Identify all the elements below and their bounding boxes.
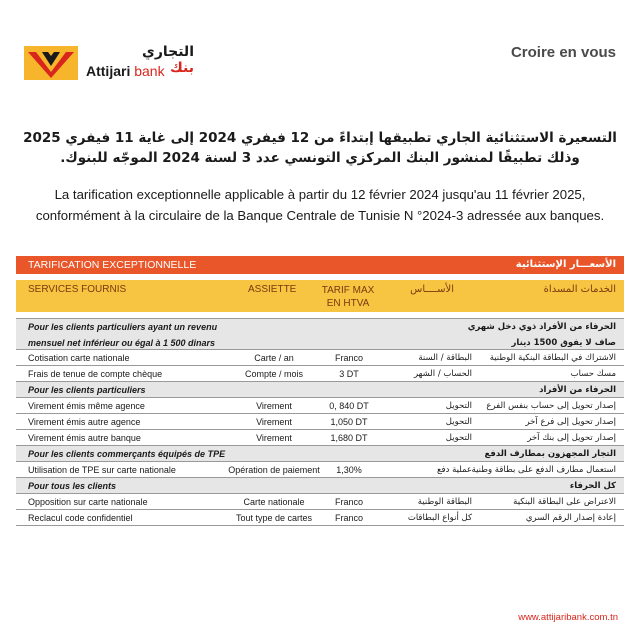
row-asas: عملية دفع [437, 465, 472, 475]
table-title-bar [16, 256, 624, 274]
row-service: Opposition sur carte nationale [28, 497, 148, 507]
row-khidma: الاعتراض على البطاقة البنكية [513, 497, 616, 507]
row-assiette: Virement [256, 433, 292, 443]
group-label-french: Pour les clients particuliers ayant un revenu mensuel net inférieur ou égal à 1 500 dinars [28, 322, 218, 348]
row-khidma: إعادة إصدار الرقم السري [525, 513, 616, 523]
group-header-all-clients [16, 478, 624, 494]
table-row [16, 430, 624, 446]
row-tarif: 1,30% [336, 465, 362, 475]
row-assiette: Carte / an [254, 353, 294, 363]
attijari-chevron-logo-icon [24, 46, 78, 80]
intro-french [20, 184, 620, 226]
group-label-french: Pour les clients particuliers [28, 385, 146, 395]
column-header-tarif: TARIF MAX EN HTVA [321, 285, 375, 309]
row-service: Frais de tenue de compte chèque [28, 369, 163, 379]
group-label-arabic: الحرفاء من الأفراد [539, 385, 616, 395]
tariff-table [16, 256, 624, 526]
group-label-arabic: التجار المجهزون بمطارف الدفع [484, 449, 616, 459]
table-title-arabic: الأسعـــار الإستثنائية [515, 259, 616, 270]
group-header-low-income [16, 318, 624, 350]
website-link[interactable]: www.attijaribank.com.tn [518, 612, 618, 623]
intro-french-line-1: La tarification exceptionnelle applicable à partir du 12 février 2024 jusqu'au 11 février 2025, [54, 187, 586, 202]
row-tarif: Franco [334, 353, 363, 363]
brand-logo [24, 44, 194, 84]
row-assiette: Carte nationale [243, 497, 305, 507]
row-tarif: Franco [334, 497, 363, 507]
group-label-french: Pour tous les clients [28, 481, 117, 491]
table-row [16, 510, 624, 526]
row-asas: الحساب / الشهر [413, 369, 472, 379]
row-service: Virement émis même agence [28, 401, 145, 411]
table-column-headers [16, 280, 624, 312]
row-service: Virement émis autre banque [28, 433, 141, 443]
table-row [16, 398, 624, 414]
row-tarif: 1,050 DT [330, 417, 368, 427]
table-row [16, 462, 624, 478]
row-tarif: 1,680 DT [330, 433, 368, 443]
row-khidma: مسك حساب [570, 369, 616, 379]
row-assiette: Virement [256, 401, 292, 411]
row-tarif: 0, 840 DT [329, 401, 369, 411]
row-assiette: Virement [256, 417, 292, 427]
row-asas: التحويل [445, 417, 472, 427]
row-asas: البطاقة / السنة [418, 353, 472, 363]
column-header-services: SERVICES FOURNIS [28, 284, 127, 295]
table-title-french: TARIFICATION EXCEPTIONNELLE [28, 259, 197, 271]
table-row [16, 366, 624, 382]
intro-arabic [20, 128, 620, 168]
intro-arabic-line-1: التسعيرة الاستثنائية الجاري تطبيقها إبتداءً من 12 فيفري 2024 إلى غاية 11 فيفري 2025 [23, 130, 617, 146]
row-asas: كل أنواع البطاقات [407, 513, 472, 523]
group-label-arabic: الحرفاء من الأفراد ذوي دخل شهري صاف لا يفوق 1500 دينار [467, 322, 616, 348]
row-service: Cotisation carte nationale [28, 353, 130, 363]
row-asas: التحويل [445, 433, 472, 443]
row-asas: التحويل [445, 401, 472, 411]
group-label-arabic: كل الحرفاء [569, 481, 616, 491]
brand-name-arabic: التجاري بنك [141, 44, 194, 76]
row-asas: البطاقة الوطنية [417, 497, 472, 507]
table-row [16, 350, 624, 366]
brand-name-latin: Attijari bank [86, 63, 165, 79]
table-row [16, 414, 624, 430]
row-service: Utilisation de TPE sur carte nationale [28, 465, 176, 475]
row-assiette: Compte / mois [244, 369, 304, 379]
column-header-asas: الأســــاس [410, 284, 454, 295]
row-assiette: Tout type de cartes [235, 513, 313, 523]
group-label-french: Pour les clients commerçants équipés de TPE [28, 449, 226, 459]
column-header-assiette: ASSIETTE [248, 284, 297, 295]
table-row [16, 494, 624, 510]
row-khidma: استعمال مطارف الدفع على بطاقة وطنية [471, 465, 616, 475]
group-header-individuals [16, 382, 624, 398]
intro-french-line-2: conformément à la circulaire de la Banque Centrale de Tunisie N °2024-3 adressée aux banques. [35, 208, 605, 223]
row-tarif: Franco [334, 513, 363, 523]
group-header-merchants [16, 446, 624, 462]
row-service: Virement émis autre agence [28, 417, 141, 427]
row-assiette: Opération de paiement [228, 465, 320, 475]
intro-arabic-line-2: وذلك تطبيقًا لمنشور البنك المركزي التونسي عدد 3 لسنة 2024 الموجّه للبنوك. [60, 150, 580, 166]
row-khidma: الاشتراك في البطاقة البنكية الوطنية [489, 353, 616, 363]
row-khidma: إصدار تحويل إلى حساب بنفس الفرع [486, 401, 616, 411]
brand-slogan: Croire en vous [510, 44, 616, 61]
row-khidma: إصدار تحويل إلى بنك آخر [527, 433, 616, 443]
row-khidma: إصدار تحويل إلى فرع آخر [525, 417, 616, 427]
row-tarif: 3 DT [339, 369, 359, 379]
row-service: Reclacul code confidentiel [28, 513, 133, 523]
column-header-khadamat: الخدمات المسداة [543, 284, 616, 295]
